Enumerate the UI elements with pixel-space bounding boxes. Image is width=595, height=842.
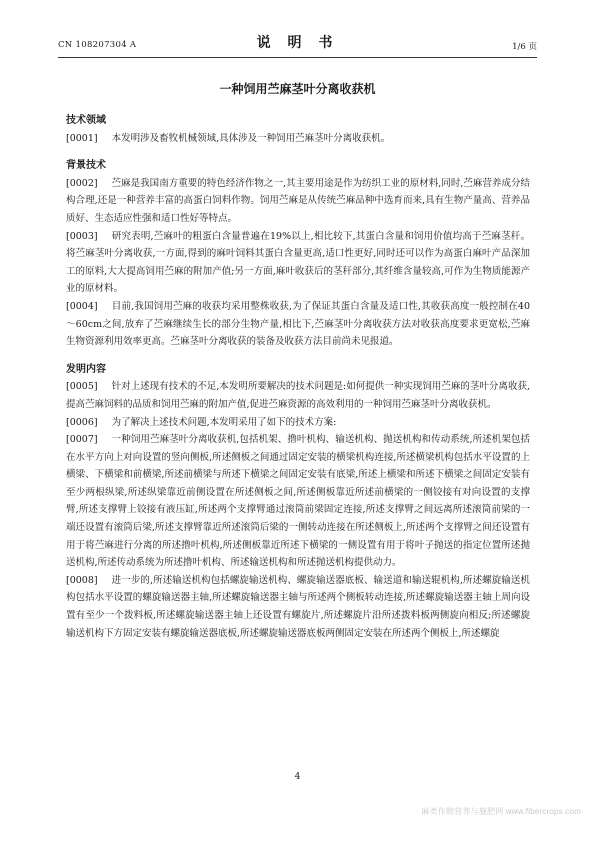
paragraph-number: [0001]	[66, 132, 98, 144]
page-header	[58, 30, 537, 56]
section-heading: 技术领域	[66, 115, 106, 126]
watermark-text: 麻类作物营养与施肥网 www.fibercrops.com	[421, 807, 581, 816]
paragraph	[66, 298, 530, 351]
section-heading: 背景技术	[66, 160, 106, 172]
document-type: 说 明 书	[256, 35, 339, 51]
paragraph-number: [0006]	[66, 416, 98, 428]
paragraph	[66, 228, 530, 298]
paragraph-number: [0008]	[66, 574, 98, 586]
paragraph	[66, 130, 530, 148]
document-title: 一种饲用苎麻茎叶分离收获机	[219, 82, 376, 96]
page-info: 1/6 页	[512, 42, 537, 52]
paragraph-text: 针对上述现有技术的不足,本发明所要解决的技术问题是:如何提供一种实现饲用苎麻的茎叶分离收获,提高苎麻饲料的品质和饲用苎麻的附加产值,促进苎麻资源的高效利用的一种饲用苎麻茎叶分离收获机。	[66, 381, 530, 410]
paragraph-number: [0004]	[66, 300, 98, 312]
paragraph	[66, 431, 530, 572]
document-body	[66, 112, 530, 642]
page-number: 4	[294, 772, 301, 782]
paragraph-text: 研究表明,苎麻叶的粗蛋白含量普遍在19%以上,相比较下,其蛋白含量和饲用价值均高于苎麻茎秆。将苎麻茎叶分离收获,一方面,得到的麻叶饲料其蛋白含量更高,适口性更好,同时还可以作为高蛋白麻叶产品深加工的原料,大大提高饲用苎麻的附加产值;另一方面,麻叶收获后的茎秆部分,其纤维含量较高,可作为生物质能源产业的原材料。	[66, 230, 530, 295]
paragraph-text: 目前,我国饲用苎麻的收获均采用整株收获,为了保证其蛋白含量及适口性,其收获高度一般控制在40～60cm之间,放弃了苎麻继续生长的部分生物产量,相比下,苎麻茎叶分离收获方法对收获高度要求更宽松,苎麻生物资源利用效率更高。苎麻茎叶分离收获的装备及收获方法目前尚未见报道。	[66, 300, 530, 348]
paragraph-number: [0003]	[66, 230, 98, 242]
section-heading: 发明内容	[66, 363, 106, 375]
paragraph-text: 为了解决上述技术问题,本发明采用了如下的技术方案:	[111, 416, 337, 428]
paragraph	[66, 175, 530, 228]
paragraph-text: 本发明涉及畜牧机械领域,具体涉及一种饲用苎麻茎叶分离收获机。	[111, 132, 391, 144]
paragraph	[66, 414, 530, 432]
paragraph-text: 一种饲用苎麻茎叶分离收获机,包括机架、撸叶机构、输送机构、抛送机构和传动系统,所述机架包括在水平方向上对向设置的竖向侧板,所述侧板之间通过固定安装的横梁机构连接,所述横梁机构包括水平设置的上横梁、下横梁和前横梁,所述前横梁与所述下横梁之间固定安装有底梁,所述上横梁和所述下横梁之间固定安装有至少两根纵梁,所述纵梁靠近前侧设置在所述侧板之间,所述侧板靠近所述前横梁的一侧铰接有对向设置的支撑臂,所述支撑臂上铰接有液压缸,所述两个支撑臂通过滚筒前梁固定连接,所述支撑臂之间远离所述滚筒前梁的一端还设置有滚筒后梁,所述支撑臂靠近所述滚筒后梁的一侧转动连接在所述侧板上,所述两个支撑臂之间还设置有用于将苎麻进行分离的所述撸叶机构,所述侧板靠近所述下横梁的一侧设置有用于将叶子抛送的指定位置所述抛送机构,所述传动系统为所述撸叶机构、所述输送机构和所述抛送机构提供动力。	[66, 434, 530, 569]
paragraph-number: [0002]	[66, 177, 98, 189]
paragraph	[66, 378, 530, 413]
publication-number: CN 108207304 A	[58, 40, 137, 50]
paragraph-text: 苎麻是我国南方重要的特色经济作物之一,其主要用途是作为纺织工业的原材料,同时,苎麻营养成分结构合理,还是一种营养丰富的高蛋白饲料作物。饲用苎麻是从传统苎麻品种中选育而来,具有生物产量高、营养品质好、生态适应性强和适口性好等特点。	[66, 177, 530, 224]
paragraph-number: [0007]	[66, 434, 98, 446]
paragraph-text: 进一步的,所述输送机构包括螺旋输送机构、螺旋输送器底板、输送道和输送辊机构,所述螺旋输送机构包括水平设置的螺旋输送器主轴,所述螺旋输送器主轴与所述两个侧板转动连接,所述螺旋输送器主轴上周向设置有至少一个拨料板,所述螺旋输送器主轴上还设置有螺旋片,所述螺旋片沿所述拨料板两侧旋向相反;所述螺旋输送机构下方固定安装有螺旋输送器底板,所述螺旋输送器底板两侧固定安装在所述两个侧板上,所述螺旋	[66, 574, 530, 639]
paragraph	[66, 572, 530, 642]
header-divider	[58, 57, 537, 58]
paragraph-number: [0005]	[66, 381, 98, 393]
